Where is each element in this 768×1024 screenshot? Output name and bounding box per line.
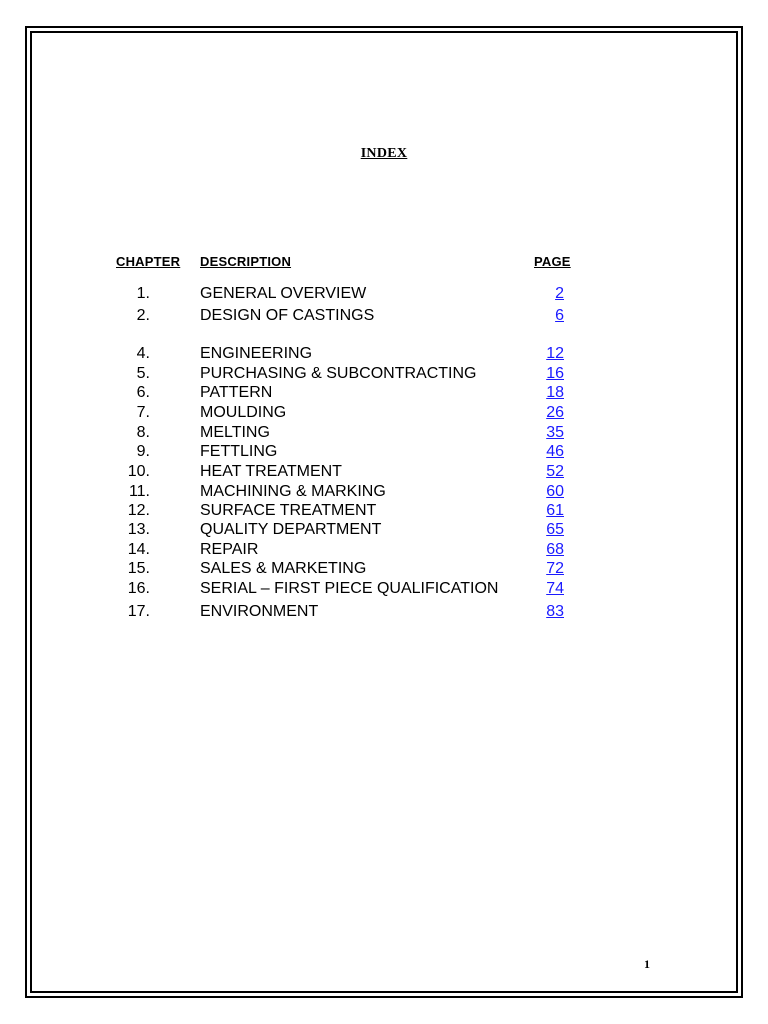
index-row xyxy=(0,443,768,463)
page-link[interactable]: 61 xyxy=(546,502,564,519)
page-link[interactable]: 74 xyxy=(546,580,564,597)
index-row xyxy=(0,541,768,561)
index-row xyxy=(0,285,768,305)
index-row xyxy=(0,384,768,404)
chapter-description: SERIAL – FIRST PIECE QUALIFICATION xyxy=(200,580,499,597)
chapter-description: SURFACE TREATMENT xyxy=(200,502,377,519)
chapter-number: 7. xyxy=(136,404,150,421)
chapter-number: 16. xyxy=(127,580,150,597)
chapter-number: 1. xyxy=(136,285,150,302)
chapter-description: REPAIR xyxy=(200,541,259,558)
page-link[interactable]: 2 xyxy=(555,285,564,302)
chapter-number: 8. xyxy=(136,424,150,441)
index-row xyxy=(0,483,768,503)
index-row xyxy=(0,502,768,522)
page-link[interactable]: 35 xyxy=(546,424,564,441)
chapter-number: 5. xyxy=(136,365,150,382)
chapter-description: GENERAL OVERVIEW xyxy=(200,285,367,302)
chapter-number: 15. xyxy=(127,560,150,577)
chapter-number: 6. xyxy=(136,384,150,401)
header-chapter: CHAPTER xyxy=(116,254,181,269)
page-link[interactable]: 46 xyxy=(546,443,564,460)
chapter-number: 17. xyxy=(127,603,150,620)
chapter-number: 4. xyxy=(136,345,150,362)
page-link[interactable]: 12 xyxy=(546,345,564,362)
chapter-description: SALES & MARKETING xyxy=(200,560,367,577)
chapter-number: 2. xyxy=(136,307,150,324)
chapter-number: 12. xyxy=(127,502,150,519)
page-link[interactable]: 26 xyxy=(546,404,564,421)
chapter-description: PATTERN xyxy=(200,384,273,401)
index-row xyxy=(0,424,768,444)
index-row xyxy=(0,463,768,483)
chapter-description: ENVIRONMENT xyxy=(200,603,319,620)
chapter-number: 10. xyxy=(127,463,150,480)
header-page: PAGE xyxy=(534,254,571,269)
index-row xyxy=(0,345,768,365)
page-link[interactable]: 68 xyxy=(546,541,564,558)
chapter-description: MOULDING xyxy=(200,404,287,421)
page-link[interactable]: 65 xyxy=(546,521,564,538)
page-link[interactable]: 18 xyxy=(546,384,564,401)
page-link[interactable]: 16 xyxy=(546,365,564,382)
index-row xyxy=(0,560,768,580)
page-number: 1 xyxy=(644,957,650,971)
chapter-description: HEAT TREATMENT xyxy=(200,463,342,480)
page-link[interactable]: 83 xyxy=(546,603,564,620)
index-row xyxy=(0,404,768,424)
chapter-description: PURCHASING & SUBCONTRACTING xyxy=(200,365,477,382)
chapter-description: DESIGN OF CASTINGS xyxy=(200,307,375,324)
chapter-number: 9. xyxy=(136,443,150,460)
index-row xyxy=(0,307,768,327)
page-link[interactable]: 52 xyxy=(546,463,564,480)
index-row xyxy=(0,521,768,541)
page-link[interactable]: 72 xyxy=(546,560,564,577)
header-description: DESCRIPTION xyxy=(200,254,292,269)
chapter-number: 14. xyxy=(127,541,150,558)
page-title: INDEX xyxy=(360,146,408,161)
chapter-description: ENGINEERING xyxy=(200,345,313,362)
page-link[interactable]: 60 xyxy=(546,483,564,500)
index-row xyxy=(0,365,768,385)
chapter-number: 13. xyxy=(127,521,150,538)
chapter-description: MACHINING & MARKING xyxy=(200,483,386,500)
chapter-number: 11. xyxy=(128,483,150,500)
index-row xyxy=(0,580,768,600)
chapter-description: MELTING xyxy=(200,424,270,441)
index-row xyxy=(0,603,768,623)
page-link[interactable]: 6 xyxy=(555,307,564,324)
chapter-description: QUALITY DEPARTMENT xyxy=(200,521,382,538)
chapter-description: FETTLING xyxy=(200,443,278,460)
